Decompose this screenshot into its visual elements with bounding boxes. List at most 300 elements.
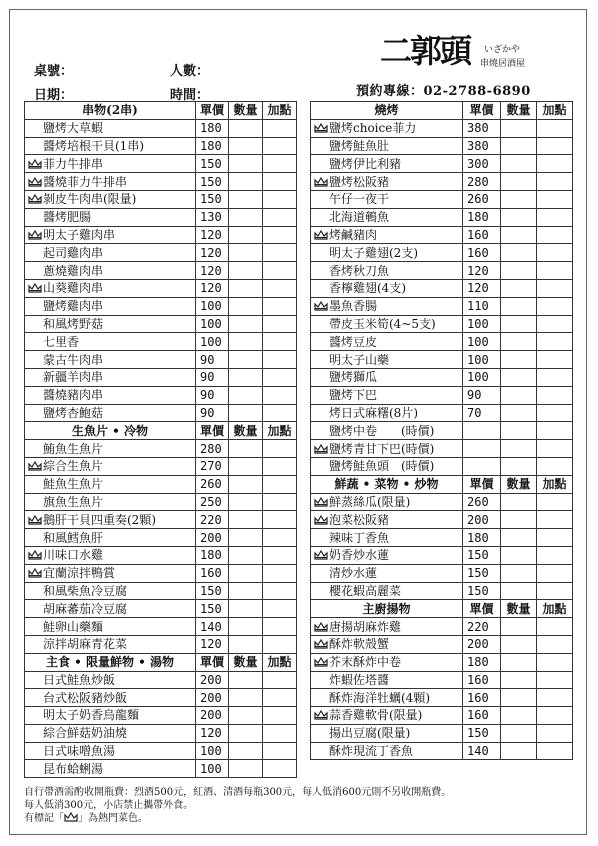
quantity-cell[interactable] — [501, 404, 537, 422]
extra-order-cell[interactable] — [537, 742, 573, 760]
quantity-cell[interactable] — [501, 742, 537, 760]
extra-order-cell[interactable] — [263, 618, 297, 636]
crown-icon — [314, 639, 328, 649]
item-name-text: 鹽烤鮭魚頭 (時價) — [329, 459, 435, 474]
extra-order-cell[interactable] — [537, 564, 573, 582]
menu-item-row — [311, 457, 573, 475]
menu-item-name — [25, 742, 196, 760]
menu-item-row — [311, 137, 573, 155]
extra-order-cell[interactable] — [263, 262, 297, 280]
item-name-text: 新疆羊肉串 — [43, 370, 104, 385]
extra-order-cell[interactable] — [537, 457, 573, 475]
item-name-text: 剝皮牛肉串(限量) — [43, 192, 137, 207]
extra-order-cell[interactable] — [263, 742, 297, 760]
extra-order-cell[interactable] — [537, 119, 573, 137]
menu-item-price: 160 — [463, 226, 501, 244]
extra-order-cell[interactable] — [263, 493, 297, 511]
crown-icon — [314, 622, 328, 632]
extra-order-cell[interactable] — [263, 368, 297, 386]
extra-order-cell[interactable] — [537, 653, 573, 671]
menu-item-name — [311, 351, 463, 369]
quantity-cell[interactable] — [501, 582, 537, 600]
quantity-cell[interactable] — [501, 457, 537, 475]
menu-item-price: 260 — [463, 190, 501, 208]
quantity-cell[interactable] — [229, 155, 263, 173]
menu-item-row — [25, 564, 297, 582]
item-name-text: 明太子山藥 — [329, 352, 390, 367]
item-name-text: 鹽烤鮭魚肚 — [329, 138, 390, 153]
quantity-cell[interactable] — [501, 137, 537, 155]
menu-item-name — [25, 457, 196, 475]
quantity-cell[interactable] — [229, 279, 263, 297]
extra-order-cell[interactable] — [537, 173, 573, 191]
menu-item-price: 90 — [196, 404, 229, 422]
menu-item-row — [311, 529, 573, 547]
crown-icon — [64, 812, 78, 822]
crown-icon — [314, 177, 328, 187]
menu-item-price: 200 — [196, 671, 229, 689]
quantity-cell[interactable] — [501, 190, 537, 208]
quantity-cell[interactable] — [501, 529, 537, 547]
menu-item-price: 150 — [463, 582, 501, 600]
menu-item-name — [25, 582, 196, 600]
menu-item-price: 100 — [196, 297, 229, 315]
menu-item-price: 220 — [463, 618, 501, 636]
quantity-cell[interactable] — [501, 155, 537, 173]
item-name-text: 墨魚香腸 — [329, 299, 378, 314]
item-name-text: 七里香 — [43, 334, 80, 349]
quantity-cell[interactable] — [229, 119, 263, 137]
extra-order-cell[interactable] — [537, 529, 573, 547]
quantity-cell[interactable] — [501, 653, 537, 671]
item-name-text: 鹽烤中卷 (時價) — [329, 423, 435, 438]
price-column-header: 單價 — [463, 102, 501, 120]
quantity-cell[interactable] — [229, 137, 263, 155]
crown-icon — [314, 444, 328, 454]
menu-item-row — [25, 689, 297, 707]
quantity-cell[interactable] — [501, 315, 537, 333]
extra-order-cell[interactable] — [537, 208, 573, 226]
quantity-cell[interactable] — [229, 404, 263, 422]
extra-order-cell[interactable] — [263, 315, 297, 333]
extra-order-column-header: 加點 — [537, 475, 573, 493]
logo-text: 二郭頭 — [380, 32, 471, 70]
extra-order-cell[interactable] — [537, 618, 573, 636]
price-column-header: 單價 — [196, 102, 229, 120]
quantity-cell[interactable] — [229, 297, 263, 315]
extra-order-cell[interactable] — [263, 564, 297, 582]
extra-order-cell[interactable] — [537, 297, 573, 315]
extra-order-cell[interactable] — [263, 582, 297, 600]
extra-order-cell[interactable] — [263, 404, 297, 422]
extra-order-cell[interactable] — [263, 760, 297, 778]
menu-item-price: 90 — [196, 386, 229, 404]
menu-item-row — [311, 511, 573, 529]
extra-order-cell[interactable] — [537, 244, 573, 262]
quantity-cell[interactable] — [229, 742, 263, 760]
extra-order-cell[interactable] — [263, 190, 297, 208]
quantity-cell[interactable] — [501, 689, 537, 707]
quantity-cell[interactable] — [501, 493, 537, 511]
menu-item-price: 180 — [196, 119, 229, 137]
menu-item-price: 70 — [463, 404, 501, 422]
menu-item-row — [25, 119, 297, 137]
crown-icon — [28, 550, 42, 560]
quantity-cell[interactable] — [229, 671, 263, 689]
menu-item-row — [311, 155, 573, 173]
menu-item-row — [311, 653, 573, 671]
menu-item-row — [311, 582, 573, 600]
menu-item-name — [25, 600, 196, 618]
item-name-text: 鮪魚生魚片 — [43, 441, 104, 456]
menu-item-name — [311, 137, 463, 155]
item-name-text: 酥炸海洋牡蠣(4顆) — [329, 690, 430, 705]
crown-icon — [314, 550, 328, 560]
extra-order-cell[interactable] — [263, 226, 297, 244]
menu-item-row — [25, 208, 297, 226]
menu-item-name — [25, 279, 196, 297]
menu-item-price: 150 — [196, 600, 229, 618]
extra-order-cell[interactable] — [263, 137, 297, 155]
quantity-cell[interactable] — [229, 386, 263, 404]
extra-order-cell[interactable] — [537, 279, 573, 297]
menu-item-price: 100 — [196, 333, 229, 351]
menu-item-name — [311, 618, 463, 636]
extra-order-cell[interactable] — [537, 546, 573, 564]
quantity-cell[interactable] — [229, 333, 263, 351]
extra-order-cell[interactable] — [537, 422, 573, 440]
extra-order-cell[interactable] — [537, 493, 573, 511]
item-name-text: 蒜香雞軟骨(限量) — [329, 708, 423, 723]
extra-order-cell[interactable] — [263, 600, 297, 618]
extra-order-cell[interactable] — [537, 689, 573, 707]
menu-item-row — [25, 155, 297, 173]
extra-order-cell[interactable] — [263, 119, 297, 137]
menu-item-name — [311, 386, 463, 404]
left-menu-table — [24, 101, 297, 778]
extra-order-column-header: 加點 — [263, 653, 297, 671]
extra-order-column-header: 加點 — [537, 102, 573, 120]
extra-order-cell[interactable] — [537, 368, 573, 386]
menu-item-name — [25, 368, 196, 386]
quantity-cell[interactable] — [229, 244, 263, 262]
menu-item-name — [25, 155, 196, 173]
quantity-cell[interactable] — [501, 297, 537, 315]
extra-order-cell[interactable] — [263, 511, 297, 529]
extra-order-cell[interactable] — [537, 137, 573, 155]
quantity-cell[interactable] — [229, 208, 263, 226]
menu-item-name — [311, 653, 463, 671]
menu-item-name — [311, 173, 463, 191]
quantity-cell[interactable] — [229, 315, 263, 333]
menu-item-row — [311, 190, 573, 208]
quantity-cell[interactable] — [229, 564, 263, 582]
item-name-text: 櫻花蝦高麗菜 — [329, 583, 402, 598]
menu-item-price: 100 — [196, 760, 229, 778]
item-name-text: 醬烤豆皮 — [329, 334, 378, 349]
quantity-cell[interactable] — [229, 457, 263, 475]
quantity-cell[interactable] — [501, 173, 537, 191]
menu-item-price: 180 — [463, 208, 501, 226]
section-title: 鮮蔬 • 菜物 • 炒物 — [311, 475, 463, 493]
item-name-text: 鹽烤雞肉串 — [43, 299, 104, 314]
quantity-cell[interactable] — [229, 440, 263, 458]
extra-order-cell[interactable] — [537, 724, 573, 742]
menu-item-price: 280 — [196, 440, 229, 458]
quantity-column-header: 數量 — [229, 653, 263, 671]
extra-order-cell[interactable] — [263, 457, 297, 475]
extra-order-cell[interactable] — [263, 351, 297, 369]
extra-order-cell[interactable] — [263, 671, 297, 689]
quantity-cell[interactable] — [501, 351, 537, 369]
extra-order-cell[interactable] — [537, 386, 573, 404]
extra-order-cell[interactable] — [537, 511, 573, 529]
item-name-text: 日式味噌魚湯 — [43, 744, 116, 759]
menu-item-name — [311, 333, 463, 351]
quantity-cell[interactable] — [501, 724, 537, 742]
menu-item-price: 120 — [463, 279, 501, 297]
item-name-text: 北海道鵪魚 — [329, 210, 390, 225]
item-name-text: 菲力牛排串 — [43, 156, 104, 171]
footer-legend — [24, 812, 451, 825]
menu-item-row — [311, 297, 573, 315]
menu-item-name — [25, 671, 196, 689]
quantity-cell[interactable] — [501, 564, 537, 582]
extra-order-cell[interactable] — [263, 707, 297, 725]
menu-item-price: 90 — [196, 351, 229, 369]
logo-subtitle: 串燒居酒屋 — [480, 59, 526, 69]
extra-order-cell[interactable] — [537, 404, 573, 422]
menu-item-price — [463, 440, 501, 458]
extra-order-cell[interactable] — [263, 475, 297, 493]
extra-order-cell[interactable] — [263, 297, 297, 315]
menu-item-name — [25, 351, 196, 369]
menu-item-price: 150 — [196, 190, 229, 208]
menu-item-price: 100 — [196, 742, 229, 760]
quantity-cell[interactable] — [229, 600, 263, 618]
quantity-cell[interactable] — [229, 226, 263, 244]
menu-item-row — [311, 208, 573, 226]
quantity-cell[interactable] — [229, 173, 263, 191]
menu-item-row — [25, 368, 297, 386]
menu-item-name — [311, 404, 463, 422]
quantity-cell[interactable] — [229, 262, 263, 280]
quantity-cell[interactable] — [229, 546, 263, 564]
quantity-cell[interactable] — [229, 351, 263, 369]
item-name-text: 起司雞肉串 — [43, 245, 104, 260]
menu-item-row — [25, 511, 297, 529]
menu-item-row — [25, 351, 297, 369]
menu-item-price: 200 — [196, 529, 229, 547]
menu-item-price: 100 — [463, 333, 501, 351]
menu-item-name — [311, 511, 463, 529]
quantity-cell[interactable] — [501, 671, 537, 689]
quantity-cell[interactable] — [229, 190, 263, 208]
quantity-cell[interactable] — [229, 689, 263, 707]
quantity-cell[interactable] — [501, 386, 537, 404]
extra-order-cell[interactable] — [537, 315, 573, 333]
extra-order-cell[interactable] — [263, 689, 297, 707]
menu-item-row — [25, 297, 297, 315]
restaurant-logo — [380, 34, 530, 80]
quantity-cell[interactable] — [501, 707, 537, 725]
menu-item-name — [311, 707, 463, 725]
menu-item-name — [311, 671, 463, 689]
quantity-cell[interactable] — [501, 440, 537, 458]
extra-order-cell[interactable] — [537, 262, 573, 280]
extra-order-cell[interactable] — [263, 155, 297, 173]
quantity-cell[interactable] — [501, 208, 537, 226]
quantity-cell[interactable] — [229, 475, 263, 493]
menu-item-price: 140 — [196, 618, 229, 636]
quantity-cell[interactable] — [229, 529, 263, 547]
crown-icon — [314, 230, 328, 240]
item-name-text: 涼拌胡麻青花菜 — [43, 637, 128, 652]
menu-item-name — [25, 244, 196, 262]
menu-item-price: 180 — [196, 546, 229, 564]
item-name-text: 山葵雞肉串 — [43, 281, 104, 296]
section-header — [25, 422, 297, 440]
menu-item-name — [25, 493, 196, 511]
extra-order-cell[interactable] — [537, 155, 573, 173]
quantity-cell[interactable] — [501, 333, 537, 351]
crown-icon — [28, 230, 42, 240]
extra-order-cell[interactable] — [263, 546, 297, 564]
item-name-text: 鹽烤青甘下巴(時價) — [329, 441, 435, 456]
section-header — [311, 600, 573, 618]
extra-order-cell[interactable] — [263, 635, 297, 653]
crown-icon — [314, 497, 328, 507]
extra-order-cell[interactable] — [263, 724, 297, 742]
item-name-text: 旗魚生魚片 — [43, 494, 104, 509]
item-name-text: 蒙古牛肉串 — [43, 352, 104, 367]
item-name-text: 鹽烤choice菲力 — [329, 121, 417, 136]
item-name-text: 川味口水雞 — [43, 548, 104, 563]
quantity-cell[interactable] — [501, 546, 537, 564]
crown-icon — [28, 461, 42, 471]
quantity-cell[interactable] — [229, 707, 263, 725]
menu-item-price: 150 — [463, 724, 501, 742]
quantity-cell[interactable] — [501, 119, 537, 137]
quantity-cell[interactable] — [501, 618, 537, 636]
crown-icon — [314, 301, 328, 311]
menu-item-name — [25, 137, 196, 155]
quantity-cell[interactable] — [229, 582, 263, 600]
extra-order-cell[interactable] — [263, 279, 297, 297]
quantity-cell[interactable] — [229, 618, 263, 636]
item-name-text: 明太子奶香烏龍麵 — [43, 708, 140, 723]
extra-order-cell[interactable] — [263, 173, 297, 191]
extra-order-column-header: 加點 — [537, 600, 573, 618]
time-label: 時間： — [170, 88, 210, 103]
quantity-cell[interactable] — [501, 422, 537, 440]
extra-order-cell[interactable] — [537, 190, 573, 208]
menu-item-row — [25, 404, 297, 422]
extra-order-cell[interactable] — [537, 333, 573, 351]
extra-order-cell[interactable] — [263, 529, 297, 547]
quantity-cell[interactable] — [501, 511, 537, 529]
menu-item-name — [25, 297, 196, 315]
quantity-cell[interactable] — [229, 368, 263, 386]
menu-item-price: 160 — [463, 244, 501, 262]
menu-item-name — [25, 564, 196, 582]
quantity-cell[interactable] — [501, 635, 537, 653]
menu-item-price: 280 — [463, 173, 501, 191]
extra-order-cell[interactable] — [263, 440, 297, 458]
menu-item-name — [311, 262, 463, 280]
item-name-text: 鵝肝干貝四重奏(2顆) — [43, 512, 156, 527]
extra-order-cell[interactable] — [537, 635, 573, 653]
extra-order-cell[interactable] — [263, 208, 297, 226]
extra-order-cell[interactable] — [263, 386, 297, 404]
table-number-label: 桌號： — [34, 64, 74, 79]
item-name-text: 和風烤野菇 — [43, 316, 104, 331]
menu-item-row — [311, 315, 573, 333]
quantity-cell[interactable] — [229, 724, 263, 742]
item-name-text: 烤日式麻糬(8片) — [329, 405, 418, 420]
menu-item-row — [311, 635, 573, 653]
menu-item-row — [25, 600, 297, 618]
quantity-cell[interactable] — [501, 262, 537, 280]
menu-item-row — [311, 618, 573, 636]
menu-item-row — [311, 546, 573, 564]
item-name-text: 午仔一夜干 — [329, 192, 390, 207]
item-name-text: 鮮蒸絲瓜(限量) — [329, 494, 411, 509]
menu-item-row — [25, 173, 297, 191]
extra-order-cell[interactable] — [537, 351, 573, 369]
menu-item-price: 110 — [463, 297, 501, 315]
item-name-text: 台式松阪豬炒飯 — [43, 690, 128, 705]
reservation-phone: 預約專線：02-2788-6890 — [356, 84, 531, 99]
extra-order-cell[interactable] — [537, 671, 573, 689]
item-name-text: 醬燒菲力牛排串 — [43, 174, 128, 189]
extra-order-cell[interactable] — [537, 582, 573, 600]
crown-icon — [28, 283, 42, 293]
extra-order-cell[interactable] — [537, 226, 573, 244]
menu-item-name — [311, 244, 463, 262]
quantity-cell[interactable] — [501, 244, 537, 262]
menu-item-name — [25, 707, 196, 725]
quantity-cell[interactable] — [229, 493, 263, 511]
footer-minimum-note: 每人低消300元，小店禁止攜帶外食。 — [24, 800, 194, 811]
quantity-cell[interactable] — [229, 511, 263, 529]
quantity-cell[interactable] — [501, 368, 537, 386]
menu-item-name — [25, 724, 196, 742]
menu-item-price: 120 — [196, 226, 229, 244]
price-column-header: 單價 — [196, 422, 229, 440]
item-name-text: 鮭魚生魚片 — [43, 477, 104, 492]
quantity-cell[interactable] — [501, 279, 537, 297]
menu-item-row — [25, 635, 297, 653]
menu-item-name — [25, 618, 196, 636]
footer-legend-prefix: 有標記「 — [24, 813, 64, 824]
price-column-header: 單價 — [463, 600, 501, 618]
menu-item-name — [311, 155, 463, 173]
extra-order-cell[interactable] — [537, 707, 573, 725]
menu-item-row — [311, 564, 573, 582]
quantity-cell[interactable] — [229, 760, 263, 778]
item-name-text: 香烤秋刀魚 — [329, 263, 390, 278]
menu-item-name — [311, 635, 463, 653]
item-name-text: 鹽烤松阪豬 — [329, 174, 390, 189]
quantity-cell[interactable] — [501, 226, 537, 244]
extra-order-cell[interactable] — [263, 333, 297, 351]
extra-order-cell[interactable] — [263, 244, 297, 262]
quantity-cell[interactable] — [229, 635, 263, 653]
menu-item-row — [25, 671, 297, 689]
extra-order-cell[interactable] — [537, 440, 573, 458]
menu-item-name — [25, 262, 196, 280]
